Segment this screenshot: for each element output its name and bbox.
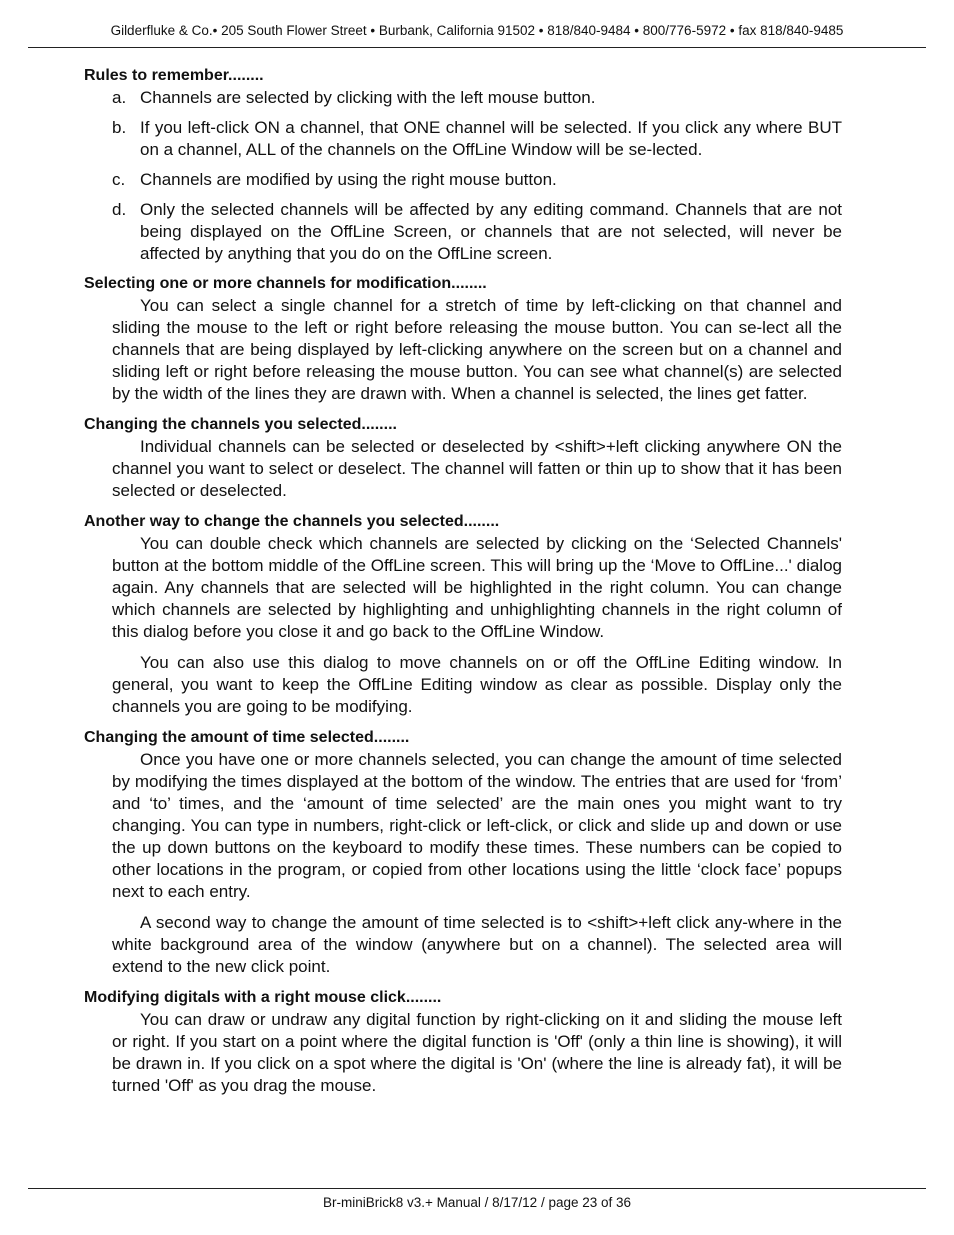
section-amount-of-time: [84, 727, 842, 978]
page-content: [84, 65, 842, 1106]
rule-letter: b.: [112, 118, 127, 137]
body-paragraph: You can select a single channel for a stretch of time by left-clicking on that channel and sliding the mouse to the left or right before releasing the mouse button. You can se-lect all the channels that are being displayed by left-clicking anywhere on the screen but on a channel and sliding left or right before releasing the mouse button. You can see what channel(s) are selected by the width of the lines they are drawn with. When a channel is selected, the lines get fatter.: [112, 296, 842, 403]
section-heading: Changing the channels you selected........: [84, 416, 397, 433]
rule-text: Channels are modified by using the right mouse button.: [140, 170, 557, 189]
body-paragraph: You can also use this dialog to move channels on or off the OffLine Editing window. In general, you want to keep the OffLine Editing window as clear as possible. Display only the channels you are going to be modifying.: [112, 653, 842, 716]
footer-divider: [28, 1188, 926, 1189]
rule-item-a: [84, 87, 842, 109]
rule-letter: d.: [112, 200, 127, 219]
body-paragraph: Individual channels can be selected or deselected by <shift>+left clicking anywhere ON the channel you want to select or deselect. The channel will fatten or thin up to show that it has been selected or deselected.: [112, 437, 842, 500]
section-heading: Modifying digitals with a right mouse click........: [84, 989, 442, 1006]
rule-text: Only the selected channels will be affected by any editing command. Channels that are not being displayed on the OffLine Screen, or channels that are not selected, will never be affected by anything that you do on the OffLine screen.: [140, 200, 842, 263]
rules-list: [84, 87, 842, 265]
section-heading: Rules to remember........: [84, 67, 264, 84]
rule-text: If you left-click ON a channel, that ONE channel will be selected. If you click any where BUT on a channel, ALL of the channels on the OffLine Window will be se-lected.: [140, 118, 842, 159]
rule-item-c: [84, 169, 842, 191]
rule-item-d: [84, 199, 842, 265]
section-another-way: [84, 511, 842, 718]
page-footer: Br-miniBrick8 v3.+ Manual / 8/17/12 / page 23 of 36: [322, 1195, 632, 1210]
rule-letter: c.: [112, 170, 126, 189]
section-changing-channels: [84, 414, 842, 502]
header-divider: [28, 47, 926, 48]
rules-section: [84, 65, 842, 265]
body-paragraph: Once you have one or more channels selected, you can change the amount of time selected by modifying the times displayed at the bottom of the window. The entries that are used for ‘from’ and ‘to’ times, and the ‘amount of time selected’ are the main ones you might want to try changing. You can type in numbers, right-click or left-click, or click and slide up and down or use the up down buttons on the keyboard to modify these times. These numbers can be copied to other locations in the program, or copied from other locations using the little ‘clock face’ popups next to each entry.: [112, 750, 842, 901]
body-paragraph: A second way to change the amount of time selected is to <shift>+left click any-where in the white background area of the window (anywhere but on a channel). The selected area will extend to the new click point.: [112, 913, 842, 976]
section-heading: Changing the amount of time selected........: [84, 729, 410, 746]
page-header: Gilderfluke & Co.• 205 South Flower Street • Burbank, California 91502 • 818/840-9484 • 800/776-5972 • fax 818/840-9485: [110, 23, 844, 38]
body-paragraph: You can draw or undraw any digital function by right-clicking on it and sliding the mouse left or right. If you start on a point where the digital function is 'Off' (only a thin line is showing), it will be drawn in. If you click on a spot where the digital is 'On' (where the line is already fat), it will be turned 'Off' as you drag the mouse.: [112, 1010, 842, 1095]
section-selecting-channels: [84, 273, 842, 405]
rule-letter: a.: [112, 88, 127, 107]
rule-text: Channels are selected by clicking with the left mouse button.: [140, 88, 596, 107]
body-paragraph: You can double check which channels are selected by clicking on the ‘Selected Channels' button at the bottom middle of the OffLine screen. This will bring up the ‘Move to OffLine...' dialog again. Any channels that are selected will be highlighted in the right column. You can change which channels are selected by highlighting and unhighlighting channels in the right column of this dialog before you close it and go back to the OffLine Window.: [112, 534, 842, 641]
rule-item-b: [84, 117, 842, 161]
section-heading: Another way to change the channels you selected........: [84, 513, 500, 530]
section-heading: Selecting one or more channels for modification........: [84, 275, 487, 292]
section-modifying-digitals: [84, 987, 842, 1097]
